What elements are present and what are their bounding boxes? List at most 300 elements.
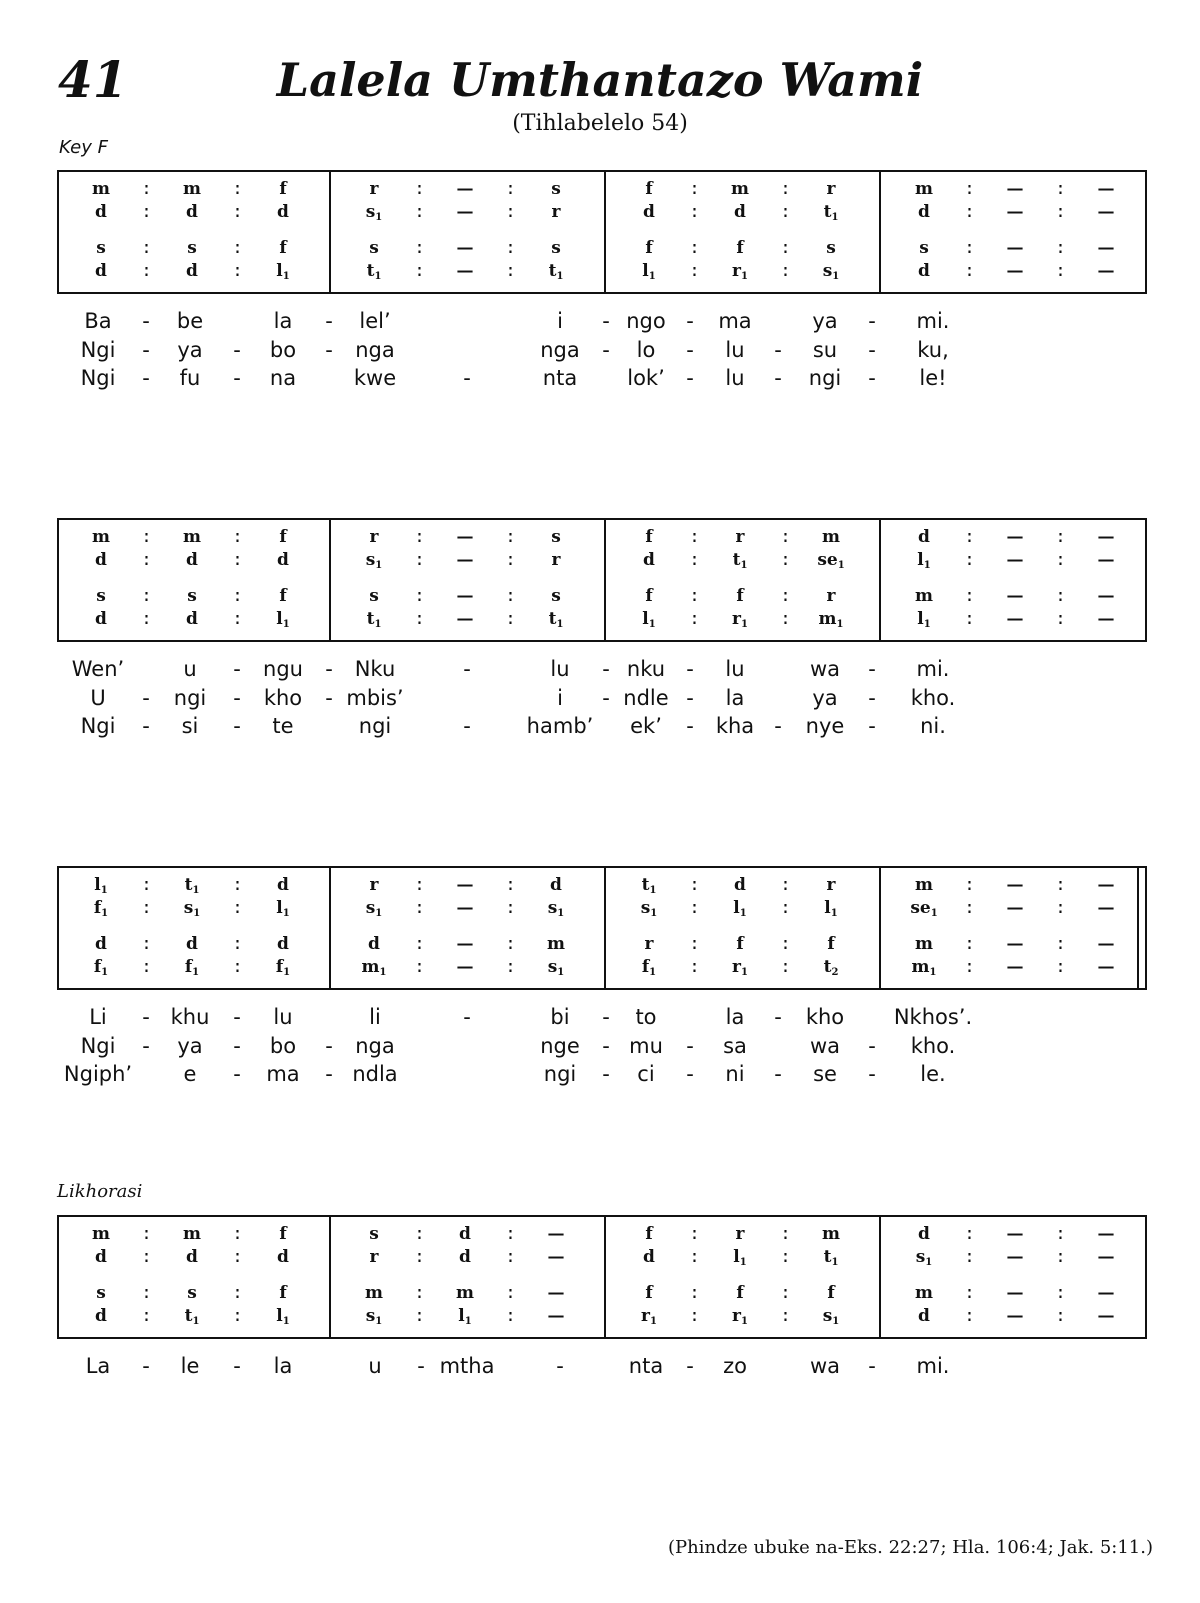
solfa-note: s (919, 238, 929, 258)
solfa-note: s (551, 238, 561, 258)
solfa-note: $l_1$ (733, 898, 747, 919)
solfa-note: $l_1$ (642, 261, 656, 282)
beat-separator: : (141, 898, 152, 918)
beat-separator: : (232, 1306, 243, 1326)
lyric-syllable: ngi (808, 366, 842, 390)
octave-mark: 1 (832, 271, 840, 282)
hold-dash: — (456, 934, 474, 954)
octave-mark: 1 (192, 885, 200, 896)
octave-mark: 1 (831, 212, 839, 223)
solfa-note: $m_1$ (911, 957, 937, 978)
solfa-note: f (827, 934, 835, 954)
lyric-syllable: nga (355, 1033, 395, 1058)
solfa-note: $m_1$ (361, 957, 387, 978)
solfa-note: $l_1$ (733, 1247, 747, 1268)
lyric-syllable: kho. (910, 1033, 956, 1058)
lyric-syllable: mbis’ (346, 685, 404, 710)
solfa-note: d (643, 1247, 655, 1267)
lyric-hyphen: - (233, 1354, 241, 1378)
beat-separator: : (414, 934, 425, 954)
lyric-hyphen: - (142, 1354, 150, 1378)
lyric-hyphen: - (686, 657, 694, 681)
lyric-syllable: nye (805, 714, 845, 738)
beat-separator: : (232, 934, 243, 954)
beat-separator: : (414, 1247, 425, 1267)
barline (879, 868, 881, 988)
beat-separator: : (689, 957, 700, 977)
octave-mark: 1 (556, 271, 564, 282)
solfa-note: d (277, 1247, 289, 1267)
beat-separator: : (141, 1283, 152, 1303)
barline (604, 1217, 606, 1337)
solfa-note: s (369, 1224, 379, 1244)
beat-separator: : (141, 934, 152, 954)
beat-separator: : (232, 527, 243, 547)
lyric-hyphen: - (686, 337, 694, 362)
beat-separator: : (780, 527, 791, 547)
beat-separator: : (964, 202, 975, 222)
solfa-note: $f_1$ (184, 957, 200, 978)
hold-dash: — (456, 238, 474, 258)
solfa-note: d (186, 934, 198, 954)
beat-separator: : (689, 609, 700, 629)
beat-separator: : (505, 202, 516, 222)
beat-separator: : (1055, 957, 1066, 977)
beat-separator: : (1055, 238, 1066, 258)
beat-separator: : (232, 898, 243, 918)
hold-dash: — (547, 1306, 565, 1326)
beat-separator: : (141, 586, 152, 606)
lyric-syllable: e (183, 1062, 197, 1086)
solfa-note: d (368, 934, 380, 954)
lyric-syllable: lu (273, 1005, 293, 1029)
octave-mark: 1 (556, 619, 564, 630)
beat-separator: : (964, 550, 975, 570)
solfa-note: $t_1$ (548, 609, 564, 630)
solfa-note: f (827, 1283, 835, 1303)
solfa-note: $s_1$ (822, 261, 840, 282)
hold-dash: — (1006, 1247, 1024, 1267)
lyric-hyphen: - (686, 366, 694, 390)
lyric-hyphen: - (602, 1005, 610, 1029)
beat-separator: : (141, 957, 152, 977)
lyric-syllable: la (273, 1354, 293, 1378)
beat-separator: : (141, 238, 152, 258)
beat-separator: : (1055, 550, 1066, 570)
lyric-hyphen: - (774, 366, 782, 390)
octave-mark: 1 (741, 1316, 748, 1327)
lyric-syllable: i (557, 309, 563, 333)
lyric-syllable: ci (637, 1062, 655, 1086)
solfa-note: d (734, 202, 746, 222)
lyric-hyphen: - (686, 1354, 694, 1378)
beat-separator: : (414, 527, 425, 547)
solfa-note: $s_1$ (547, 898, 565, 919)
lyric-syllable: ngi (543, 1062, 577, 1086)
lyric-hyphen: - (233, 1033, 241, 1058)
octave-mark: 1 (283, 967, 291, 978)
lyric-syllable: kho. (910, 685, 956, 710)
lyric-syllable: la (725, 1005, 745, 1029)
beat-separator: : (141, 261, 152, 281)
octave-mark: 1 (193, 908, 201, 919)
hold-dash: — (1097, 875, 1115, 895)
beat-separator: : (141, 875, 152, 895)
solfa-note: $l_1$ (824, 898, 838, 919)
beat-separator: : (141, 1306, 152, 1326)
beat-separator: : (964, 1306, 975, 1326)
beat-separator: : (964, 957, 975, 977)
solfa-staff-4 (57, 1215, 1147, 1339)
lyric-hyphen: - (686, 1033, 694, 1058)
octave-mark: 1 (739, 1257, 747, 1268)
solfa-note: f (736, 934, 744, 954)
solfa-note: r (369, 875, 379, 895)
solfa-note: $r_1$ (732, 609, 748, 630)
solfa-note: s (369, 238, 379, 258)
hold-dash: — (1097, 550, 1115, 570)
beat-separator: : (780, 238, 791, 258)
lyric-syllable: le. (920, 1062, 946, 1086)
octave-mark: 1 (192, 1316, 200, 1327)
lyric-syllable: Ngi (80, 366, 116, 390)
beat-separator: : (1055, 261, 1066, 281)
barline (329, 1217, 331, 1337)
lyric-syllable: si (181, 714, 199, 738)
beat-separator: : (964, 179, 975, 199)
beat-separator: : (414, 586, 425, 606)
lyric-hyphen: - (142, 1033, 150, 1058)
lyric-syllable: bi (550, 1005, 570, 1029)
beat-separator: : (780, 875, 791, 895)
solfa-note: $se_1$ (817, 550, 845, 571)
solfa-note: $l_1$ (642, 609, 656, 630)
solfa-note: $l_1$ (458, 1306, 472, 1327)
song-reference: (Tihlabelelo 54) (512, 111, 688, 136)
octave-mark: 1 (282, 908, 290, 919)
lyric-syllable: lok’ (627, 366, 665, 390)
beat-separator: : (414, 202, 425, 222)
solfa-note: d (95, 261, 107, 281)
octave-mark: 1 (374, 271, 382, 282)
hold-dash: — (547, 1247, 565, 1267)
lyric-hyphen: - (233, 366, 241, 390)
beat-separator: : (964, 1283, 975, 1303)
lyric-syllable: ma (718, 309, 752, 333)
hold-dash: — (547, 1224, 565, 1244)
lyric-syllable: Ngi (80, 1033, 116, 1058)
beat-separator: : (964, 261, 975, 281)
octave-mark: 1 (648, 271, 656, 282)
solfa-note: f (645, 527, 653, 547)
lyric-syllable: ni (725, 1062, 745, 1086)
beat-separator: : (780, 202, 791, 222)
beat-separator: : (1055, 875, 1066, 895)
hold-dash: — (1006, 238, 1024, 258)
solfa-note: d (95, 1247, 107, 1267)
beat-separator: : (414, 1283, 425, 1303)
solfa-note: f (645, 1224, 653, 1244)
solfa-note: $l_1$ (94, 875, 108, 896)
lyric-hyphen: - (868, 337, 876, 362)
hold-dash: — (1097, 898, 1115, 918)
solfa-note: m (365, 1283, 383, 1303)
lyric-syllable: te (272, 714, 294, 738)
lyric-hyphen: - (686, 1062, 694, 1086)
beat-separator: : (780, 1224, 791, 1244)
solfa-note: $s_1$ (822, 1306, 840, 1327)
lyric-syllable: to (635, 1005, 657, 1029)
lyric-hyphen: - (142, 685, 150, 710)
solfa-note: $s_1$ (183, 898, 201, 919)
solfa-note: r (826, 875, 836, 895)
solfa-note: $l_1$ (276, 261, 290, 282)
beat-separator: : (141, 202, 152, 222)
lyric-syllable: nga (355, 337, 395, 362)
hold-dash: — (1006, 875, 1024, 895)
octave-mark: 1 (101, 967, 109, 978)
lyric-syllable: ndle (623, 685, 669, 710)
lyric-syllable: Ngiph’ (63, 1062, 133, 1086)
lyric-syllable: nga (540, 337, 580, 362)
hold-dash: — (1097, 586, 1115, 606)
hold-dash: — (456, 586, 474, 606)
hold-dash: — (1097, 609, 1115, 629)
solfa-note: $f_1$ (641, 957, 657, 978)
lyric-syllable: zo (723, 1354, 747, 1378)
lyric-syllable: lu (725, 337, 745, 362)
beat-separator: : (689, 527, 700, 547)
lyric-syllable: nta (542, 366, 578, 390)
hold-dash: — (1006, 1283, 1024, 1303)
beat-separator: : (232, 238, 243, 258)
solfa-note: d (186, 202, 198, 222)
lyric-syllable: li (369, 1005, 381, 1029)
beat-separator: : (141, 609, 152, 629)
solfa-note: $t_1$ (641, 875, 657, 896)
beat-separator: : (1055, 934, 1066, 954)
beat-separator: : (1055, 1306, 1066, 1326)
solfa-note: d (459, 1224, 471, 1244)
octave-mark: 1 (282, 619, 290, 630)
solfa-note: f (736, 1283, 744, 1303)
lyric-hyphen: - (233, 714, 241, 738)
lyric-syllable: bo (269, 337, 297, 362)
beat-separator: : (780, 586, 791, 606)
solfa-note: m (92, 179, 110, 199)
beat-separator: : (964, 934, 975, 954)
beat-separator: : (141, 179, 152, 199)
chorus-label: Likhorasi (57, 1181, 143, 1202)
lyric-hyphen: - (602, 685, 610, 710)
lyric-syllable: la (273, 309, 293, 333)
lyric-syllable: mtha (439, 1354, 495, 1378)
solfa-note: m (822, 527, 840, 547)
barline (329, 172, 331, 292)
beat-separator: : (1055, 1247, 1066, 1267)
lyric-hyphen: - (774, 1062, 782, 1086)
hymn-number: 41 (58, 50, 128, 109)
solfa-note: d (277, 550, 289, 570)
hold-dash: — (456, 527, 474, 547)
hold-dash: — (1097, 934, 1115, 954)
solfa-note: f (736, 238, 744, 258)
lyric-hyphen: - (142, 366, 150, 390)
octave-mark: 1 (375, 560, 383, 571)
octave-mark: 1 (648, 619, 656, 630)
hold-dash: — (1006, 1306, 1024, 1326)
beat-separator: : (964, 586, 975, 606)
hold-dash: — (1006, 1224, 1024, 1244)
lyric-hyphen: - (142, 309, 150, 333)
solfa-note: $f_1$ (93, 898, 109, 919)
lyric-hyphen: - (233, 685, 241, 710)
solfa-note: s (96, 1283, 106, 1303)
lyric-syllable: lu (725, 657, 745, 681)
solfa-note: $l_1$ (917, 609, 931, 630)
lyric-syllable: lu (725, 366, 745, 390)
lyric-hyphen: - (463, 657, 471, 681)
octave-mark: 1 (830, 908, 838, 919)
hold-dash: — (1097, 1247, 1115, 1267)
octave-mark: 1 (374, 619, 382, 630)
lyric-hyphen: - (602, 309, 610, 333)
beat-separator: : (780, 898, 791, 918)
beat-separator: : (232, 202, 243, 222)
lyric-hyphen: - (602, 657, 610, 681)
hold-dash: — (1006, 179, 1024, 199)
lyric-syllable: ngu (263, 657, 303, 681)
lyric-syllable: Ngi (80, 337, 116, 362)
lyric-hyphen: - (868, 1062, 876, 1086)
beat-separator: : (689, 875, 700, 895)
lyric-syllable: Ba (84, 309, 112, 333)
lyric-syllable: wa (809, 657, 841, 681)
solfa-note: $s_1$ (640, 898, 658, 919)
solfa-note: $t_2$ (823, 957, 839, 978)
solfa-note: s (187, 586, 197, 606)
lyric-hyphen: - (233, 1062, 241, 1086)
lyric-syllable: Nku (354, 657, 396, 681)
solfa-note: $t_1$ (184, 875, 200, 896)
beat-separator: : (689, 238, 700, 258)
solfa-note: d (95, 934, 107, 954)
beat-separator: : (505, 934, 516, 954)
hold-dash: — (456, 550, 474, 570)
solfa-note: m (915, 934, 933, 954)
octave-mark: 1 (282, 1316, 290, 1327)
beat-separator: : (689, 179, 700, 199)
solfa-note: m (183, 1224, 201, 1244)
solfa-note: d (918, 202, 930, 222)
barline (879, 172, 881, 292)
lyric-hyphen: - (142, 337, 150, 362)
solfa-note: d (918, 1306, 930, 1326)
solfa-note: f (279, 1283, 287, 1303)
solfa-note: f (279, 586, 287, 606)
hold-dash: — (1097, 1224, 1115, 1244)
octave-mark: 1 (832, 1316, 840, 1327)
lyric-syllable: mu (629, 1033, 663, 1058)
lyric-syllable: La (85, 1354, 111, 1378)
solfa-note: m (183, 179, 201, 199)
beat-separator: : (232, 550, 243, 570)
octave-mark: 1 (739, 908, 747, 919)
solfa-note: m (822, 1224, 840, 1244)
beat-separator: : (232, 1247, 243, 1267)
hold-dash: — (1097, 1306, 1115, 1326)
lyric-hyphen: - (602, 337, 610, 362)
lyric-syllable: khu (170, 1005, 210, 1029)
lyric-syllable: Wen’ (71, 657, 125, 681)
solfa-note: s (96, 586, 106, 606)
barline (329, 520, 331, 640)
lyric-hyphen: - (142, 714, 150, 738)
beat-separator: : (780, 934, 791, 954)
solfa-note: d (95, 609, 107, 629)
solfa-note: d (643, 550, 655, 570)
beat-separator: : (505, 261, 516, 281)
beat-separator: : (414, 609, 425, 629)
hold-dash: — (1006, 586, 1024, 606)
solfa-note: s (826, 238, 836, 258)
lyric-syllable: be (176, 309, 204, 333)
beat-separator: : (505, 238, 516, 258)
solfa-note: m (915, 586, 933, 606)
lyric-syllable: ngi (173, 685, 207, 710)
lyric-hyphen: - (463, 366, 471, 390)
lyric-hyphen: - (602, 1062, 610, 1086)
solfa-note: $l_1$ (276, 898, 290, 919)
solfa-note: d (277, 934, 289, 954)
solfa-note: d (918, 527, 930, 547)
hold-dash: — (547, 1283, 565, 1303)
beat-separator: : (964, 875, 975, 895)
solfa-staff-2 (57, 518, 1147, 642)
solfa-staff-1 (57, 170, 1147, 294)
lyric-hyphen: - (686, 309, 694, 333)
lyric-hyphen: - (868, 714, 876, 738)
solfa-note: d (95, 550, 107, 570)
lyric-hyphen: - (774, 337, 782, 362)
beat-separator: : (780, 261, 791, 281)
key-signature: Key F (59, 137, 108, 158)
octave-mark: 1 (649, 967, 657, 978)
lyric-hyphen: - (463, 1005, 471, 1029)
solfa-note: f (736, 586, 744, 606)
beat-separator: : (505, 1283, 516, 1303)
lyric-syllable: Nkhos’. (893, 1005, 973, 1029)
octave-mark: 1 (929, 967, 937, 978)
solfa-note: d (186, 1247, 198, 1267)
beat-separator: : (689, 586, 700, 606)
beat-separator: : (689, 1306, 700, 1326)
solfa-note: d (918, 1224, 930, 1244)
beat-separator: : (141, 550, 152, 570)
beat-separator: : (232, 179, 243, 199)
solfa-note: $r_1$ (732, 1306, 748, 1327)
beat-separator: : (414, 550, 425, 570)
octave-mark: 1 (741, 271, 748, 282)
beat-separator: : (414, 898, 425, 918)
beat-separator: : (689, 202, 700, 222)
solfa-note: f (279, 179, 287, 199)
lyric-syllable: le! (919, 366, 947, 390)
hold-dash: — (1097, 957, 1115, 977)
beat-separator: : (505, 550, 516, 570)
solfa-note: s (551, 527, 561, 547)
lyric-hyphen: - (602, 1033, 610, 1058)
